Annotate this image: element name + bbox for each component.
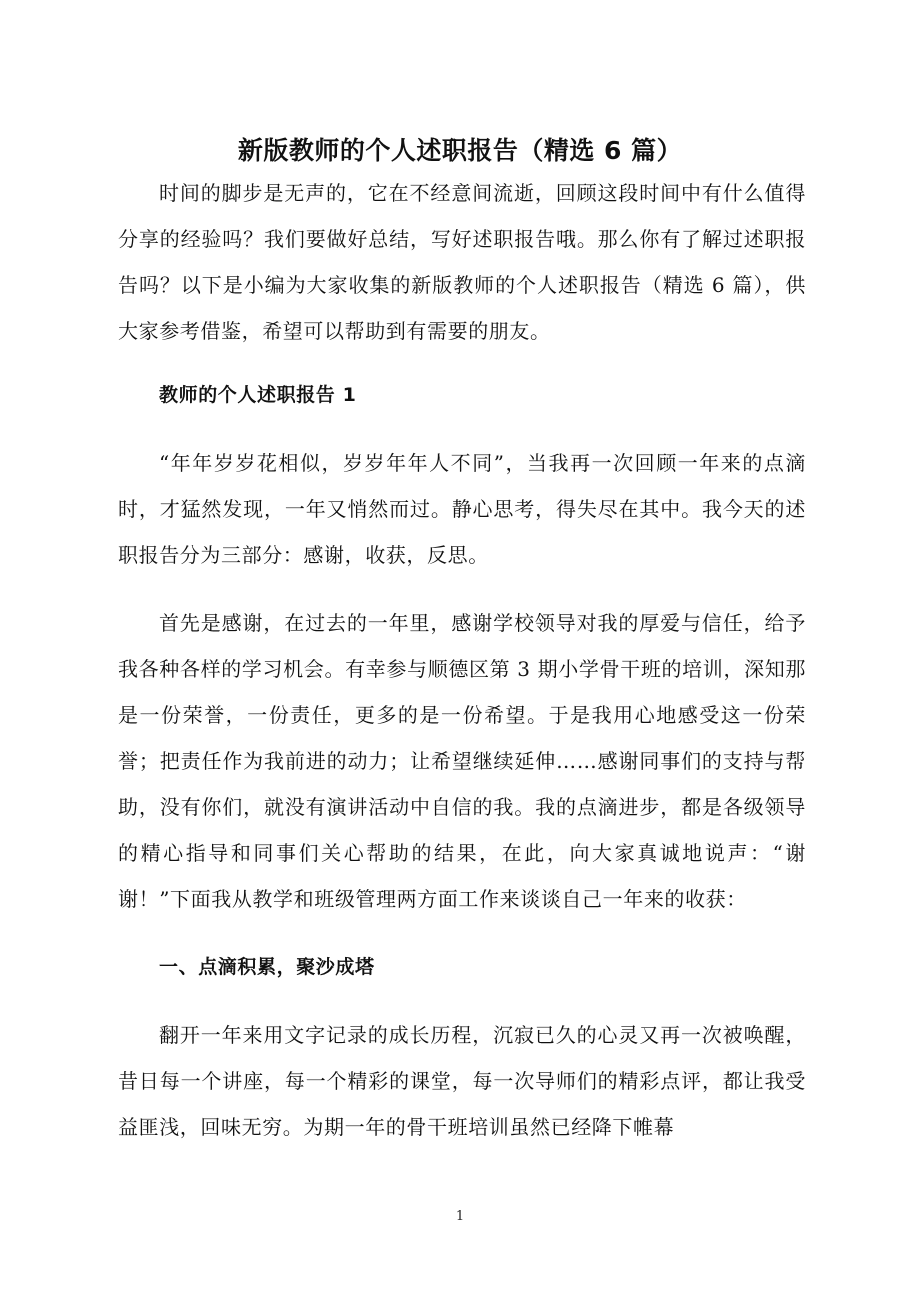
body-paragraph: “年年岁岁花相似，岁岁年年人不同”，当我再一次回顾一年来的点滴时，才猛然发现，一年又悄然而过。静心思考，得失尽在其中。我今天的述职报告分为三部分：感谢，收获，反思。 xyxy=(118,451,806,567)
spacer xyxy=(118,990,806,1012)
spacer xyxy=(118,922,806,944)
document-title: 新版教师的个人述职报告（精选 6 篇） xyxy=(237,135,683,165)
page-number: 1 xyxy=(455,1209,465,1224)
spacer xyxy=(118,578,806,600)
body-paragraph: 首先是感谢，在过去的一年里，感谢学校领导对我的厚爱与信任，给予我各种各样的学习机会。有幸参与顺德区第 3 期小学骨干班的培训，深知那是一份荣誉，一份责任，更多的是一份希望。于是我用心地感受这一份荣誉；把责任作为我前进的动力；让希望继续延伸……感谢同事们的支持与帮助，没有你们，就没有演讲活动中自信的我。我的点滴进步，都是各级领导的精心指导和同事们关心帮助的结果，在此，向大家真诚地说声：“谢谢！”下面我从教学和班级管理两方面工作来谈谈自己一年来的收获： xyxy=(118,611,806,911)
spacer xyxy=(118,354,806,372)
intro-paragraph: 时间的脚步是无声的，它在不经意间流逝，回顾这段时间中有什么值得分享的经验吗？我们要做好总结，写好述职报告哦。那么你有了解过述职报告吗？以下是小编为大家收集的新版教师的个人述职报告（精选 6 篇），供大家参考借鉴，希望可以帮助到有需要的朋友。 xyxy=(118,181,806,343)
spacer xyxy=(118,418,806,440)
body-paragraph: 翻开一年来用文字记录的成长历程，沉寂已久的心灵又再一次被唤醒，昔日每一个讲座，每一个精彩的课堂，每一次导师们的精彩点评，都让我受益匪浅，回味无穷。为期一年的骨干班培训虽然已经降下帷幕 xyxy=(118,1023,806,1139)
document-body xyxy=(118,170,806,1150)
subsection-heading: 一、点滴积累，聚沙成塔 xyxy=(159,956,375,978)
section-heading: 教师的个人述职报告 1 xyxy=(159,384,357,406)
